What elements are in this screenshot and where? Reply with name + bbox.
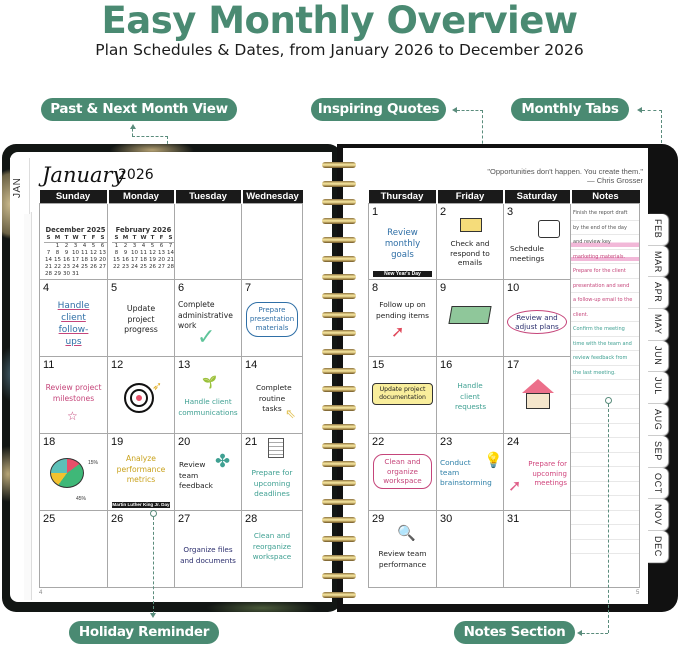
calendar-cell[interactable]: 19 Analyze performance metrics Martin Luther King Jr. Day xyxy=(108,434,175,511)
envelope-icon xyxy=(460,218,482,232)
page-number-right: 5 xyxy=(636,590,640,596)
callout-past-next-month: Past & Next Month View xyxy=(41,98,237,121)
day-header: Thursday xyxy=(369,190,437,204)
spiral-ring xyxy=(322,368,356,374)
calendar-cell[interactable]: 3 Schedule meetings xyxy=(504,204,571,280)
connector-line xyxy=(642,110,662,111)
calendar-cell[interactable]: 25 xyxy=(40,511,108,588)
calendar-cell[interactable]: 14 Complete routine tasks ⇖ xyxy=(242,357,303,434)
notes-line: client. xyxy=(571,308,639,323)
spiral-ring xyxy=(322,499,356,505)
calendar-cell[interactable]: 9 xyxy=(437,280,504,357)
spiral-ring xyxy=(322,274,356,280)
spiral-ring xyxy=(322,461,356,467)
notes-line: by the end of the day xyxy=(571,221,639,236)
month-tab-dec[interactable]: DEC xyxy=(648,531,668,563)
spiral-ring xyxy=(322,218,356,224)
month-tab-may[interactable]: MAY xyxy=(648,309,668,341)
spiral-ring xyxy=(322,386,356,392)
calendar-cell[interactable]: 30 xyxy=(437,511,504,588)
calendar-cell[interactable]: 15 Update project documentation xyxy=(369,357,437,434)
calendar-cell[interactable]: 4 Handle client follow-ups xyxy=(40,280,108,357)
magnifier-icon: 🔍 xyxy=(397,525,416,542)
checklist-icon xyxy=(268,438,284,458)
spiral-ring xyxy=(322,312,356,318)
mini-calendar-title: December 2025 xyxy=(45,226,106,234)
calendar-cell[interactable]: 28 Clean and reorganize workspace xyxy=(242,511,303,588)
notes-line: Confirm the meeting xyxy=(571,322,639,337)
month-tab-oct[interactable]: OCT xyxy=(648,468,668,500)
month-tab-nov[interactable]: NOV xyxy=(648,499,668,531)
calendar-cell[interactable]: 8 Follow up on pending items ➚ xyxy=(369,280,437,357)
task-note: Prepare for upcoming deadlines xyxy=(251,468,293,498)
house-icon xyxy=(526,393,550,409)
house-roof-icon xyxy=(522,379,554,393)
month-tab-jul[interactable]: JUL xyxy=(648,372,668,404)
month-tab-jun[interactable]: JUN xyxy=(648,341,668,373)
left-tab-strip xyxy=(24,212,32,600)
calendar-cell[interactable]: 10 Review and adjust plans xyxy=(504,280,571,357)
task-note: Update project documentation xyxy=(372,383,433,405)
page-title: Easy Monthly Overview xyxy=(101,0,578,42)
task-note: Review project milestones xyxy=(45,383,102,403)
calendar-cell[interactable]: 17 xyxy=(504,357,571,434)
spiral-ring xyxy=(322,199,356,205)
notes-section[interactable] xyxy=(571,204,640,588)
notes-line: and review key xyxy=(571,235,639,250)
month-tab-apr[interactable]: APR xyxy=(648,277,668,309)
spiral-ring xyxy=(322,237,356,243)
spiral-ring xyxy=(322,293,356,299)
spiral-ring xyxy=(322,480,356,486)
month-title: January xyxy=(42,163,125,187)
arrow-up-icon xyxy=(130,124,136,129)
connector-line xyxy=(582,633,608,634)
notes-line: the last meeting. xyxy=(571,366,639,381)
arrow-down-icon xyxy=(150,613,156,618)
target-icon xyxy=(124,383,154,413)
cell-mini-next xyxy=(108,204,175,280)
month-tab-sep[interactable]: SEP xyxy=(648,436,668,468)
arrow-left-icon xyxy=(577,630,582,636)
task-note: Organize files and documents xyxy=(180,545,236,565)
connector-line xyxy=(153,517,154,614)
task-note: Review team feedback xyxy=(179,460,213,490)
notes-line: time with the team and xyxy=(571,337,639,352)
connector-line xyxy=(132,136,168,137)
callout-holiday-reminder: Holiday Reminder xyxy=(69,621,219,644)
quote-author: — Chris Grosser xyxy=(587,176,643,185)
spiral-ring xyxy=(322,517,356,523)
calendar-cell[interactable]: 22 Clean and organize workspace xyxy=(369,434,437,511)
day-header: Tuesday xyxy=(175,190,242,204)
connector-line xyxy=(457,110,483,111)
task-note: Handle client follow-ups xyxy=(57,301,90,347)
connector-dot xyxy=(605,397,612,404)
task-note: Complete routine tasks xyxy=(256,383,292,413)
task-note: Review and adjust plans xyxy=(507,310,567,334)
star-icon: ☆ xyxy=(67,409,78,423)
calendar-cell[interactable]: 29 🔍 Review team performance xyxy=(369,511,437,588)
mini-calendar-title: February 2026 xyxy=(115,226,172,234)
spiral-ring xyxy=(322,555,356,561)
task-note: Check and respond to emails xyxy=(450,239,490,267)
notes-lines xyxy=(571,204,639,554)
notes-line: marketing materials. xyxy=(571,250,639,265)
notes-line xyxy=(571,453,639,468)
pie-chart-icon xyxy=(50,458,84,488)
calendar-cell[interactable]: 2 Check and respond to emails xyxy=(437,204,504,280)
connector-dot xyxy=(150,510,157,517)
spiral-ring xyxy=(322,536,356,542)
calendar-cell[interactable]: 12 ➶ xyxy=(108,357,175,434)
month-tab-mar[interactable]: MAR xyxy=(648,246,668,278)
calendar-cell-empty[interactable] xyxy=(242,204,303,280)
mini-calendar-prev: December 2025 S M T W T F S 1 2 3 4 5 6 7 8 9 10 11 12 13 14 15 16 17 18 19 20 21 22 23 24 25 26 27 28 29 30 31 xyxy=(45,226,106,277)
calendar-cell[interactable]: 26 xyxy=(108,511,175,588)
month-year: 2026 xyxy=(118,167,154,183)
calendar-cell[interactable]: 21 Prepare for upcoming deadlines xyxy=(242,434,303,511)
notes-line: review feedback from xyxy=(571,351,639,366)
task-note: Handle client requests xyxy=(455,381,487,411)
pie-label: 15% xyxy=(88,460,99,466)
mini-calendar-next: February 2026 S M T W T F S 1 2 3 4 5 6 7 8 9 10 11 12 13 14 15 16 17 18 19 20 21 22 23 24 25 26 27 28 xyxy=(113,226,174,270)
calendar-cell[interactable]: 7 Prepare presentation materials xyxy=(242,280,303,357)
puzzle-piece-icon: ✤ xyxy=(215,451,231,471)
task-note: Review team performance xyxy=(378,549,427,569)
connector-line xyxy=(608,404,609,633)
notes-line xyxy=(571,467,639,482)
dart-icon: ➶ xyxy=(152,379,163,393)
pie-label: 45% xyxy=(76,496,87,502)
spiral-ring xyxy=(322,181,356,187)
holiday-badge: New Year's Day xyxy=(373,271,432,277)
day-header: Saturday xyxy=(504,190,571,204)
arrow-up-right-icon: ➚ xyxy=(391,324,405,341)
page-subtitle: Plan Schedules & Dates, from January 2026 to December 2026 xyxy=(95,41,584,59)
spiral-ring xyxy=(322,573,356,579)
notes-line xyxy=(571,511,639,526)
calendar-right xyxy=(368,190,640,588)
speech-bubble-icon xyxy=(538,220,560,238)
calendar-cell[interactable]: 23 Conduct team brainstorming 💡 xyxy=(437,434,504,511)
day-header: Friday xyxy=(437,190,504,204)
calendar-cell[interactable]: 27 Organize files and documents xyxy=(175,511,242,588)
calendar-cell[interactable]: 20 Review team feedback ✤ xyxy=(175,434,242,511)
calendar-cell[interactable]: 6 Complete administrative work ✓ xyxy=(175,280,242,357)
task-note: Follow up on pending items xyxy=(376,300,429,320)
month-tab-aug[interactable]: AUG xyxy=(648,404,668,436)
spiral-ring xyxy=(322,330,356,336)
calendar-cell-empty[interactable] xyxy=(175,204,242,280)
day-header: Monday xyxy=(108,190,175,204)
notes-line: presentation and send xyxy=(571,279,639,294)
notes-line xyxy=(571,409,639,424)
notes-line xyxy=(571,438,639,453)
task-note: Update project progress xyxy=(124,304,158,334)
spiral-ring xyxy=(322,256,356,262)
arrow-up-right-icon: ➚ xyxy=(508,478,522,495)
plant-hand-icon: 🌱 xyxy=(202,375,217,389)
notes-header: Notes xyxy=(571,190,640,204)
task-note: Prepare for upcoming meetings xyxy=(528,460,567,487)
calendar-cell[interactable]: 13 🌱 Handle client communications xyxy=(175,357,242,434)
page-number-left: 4 xyxy=(39,590,43,596)
inspiring-quote: "Opportunities don't happen. You create them." — Chris Grosser xyxy=(390,167,643,185)
connector-line xyxy=(132,129,133,136)
notes-line xyxy=(571,525,639,540)
notes-line xyxy=(571,496,639,511)
notes-line xyxy=(571,482,639,497)
month-tab-feb[interactable]: FEB xyxy=(648,214,668,246)
task-note: Complete administrative work xyxy=(178,300,233,330)
calendar-left xyxy=(39,190,303,588)
task-note: Schedule meetings xyxy=(509,244,545,263)
notes-line xyxy=(571,540,639,555)
spiral-ring xyxy=(322,443,356,449)
day-header: Sunday xyxy=(40,190,108,204)
calendar-cell[interactable]: 11 Review project milestones ☆ xyxy=(40,357,108,434)
notes-line: Prepare for the client xyxy=(571,264,639,279)
calendar-cell[interactable]: 16 Handle client requests xyxy=(437,357,504,434)
calendar-cell[interactable]: 31 xyxy=(504,511,571,588)
month-tab-jan[interactable]: JAN xyxy=(10,158,30,214)
callout-notes-section: Notes Section xyxy=(454,621,575,644)
money-stack-icon xyxy=(448,306,491,324)
task-note: Clean and reorganize workspace xyxy=(252,531,292,561)
spiral-ring xyxy=(322,405,356,411)
notes-line: a follow-up email to the xyxy=(571,293,639,308)
spiral-ring xyxy=(322,424,356,430)
day-header: Wednesday xyxy=(242,190,303,204)
spiral-ring xyxy=(322,592,356,598)
task-note: Conduct team brainstorming xyxy=(440,458,492,487)
cell-mini-prev xyxy=(40,204,108,280)
task-note: Prepare presentation materials xyxy=(246,302,298,337)
calendar-cell[interactable]: 5 Update project progress xyxy=(108,280,175,357)
spiral-ring xyxy=(322,162,356,168)
calendar-cell[interactable]: 1 Review monthly goals New Year's Day xyxy=(369,204,437,280)
task-note: Analyze performance metrics xyxy=(116,454,166,484)
task-note: Handle client communications xyxy=(178,397,238,417)
checkmark-icon: ✓ xyxy=(197,324,216,349)
holiday-badge: Martin Luther King Jr. Day xyxy=(112,502,170,507)
callout-inspiring-quotes: Inspiring Quotes xyxy=(311,98,446,121)
notes-line: Finish the report draft xyxy=(571,206,639,221)
cursor-icon: ⇖ xyxy=(285,406,296,421)
task-note: Review monthly goals xyxy=(384,228,421,260)
spiral-ring xyxy=(322,349,356,355)
notes-line xyxy=(571,424,639,439)
calendar-cell[interactable]: 18 15% 45% xyxy=(40,434,108,511)
month-tabs xyxy=(648,214,668,563)
lightbulb-icon: 💡 xyxy=(484,452,503,469)
task-note: Clean and organize workspace xyxy=(373,454,432,489)
callout-monthly-tabs: Monthly Tabs xyxy=(511,98,629,121)
notes-line xyxy=(571,380,639,395)
calendar-cell[interactable]: 24 Prepare for upcoming meetings ➚ xyxy=(504,434,571,511)
